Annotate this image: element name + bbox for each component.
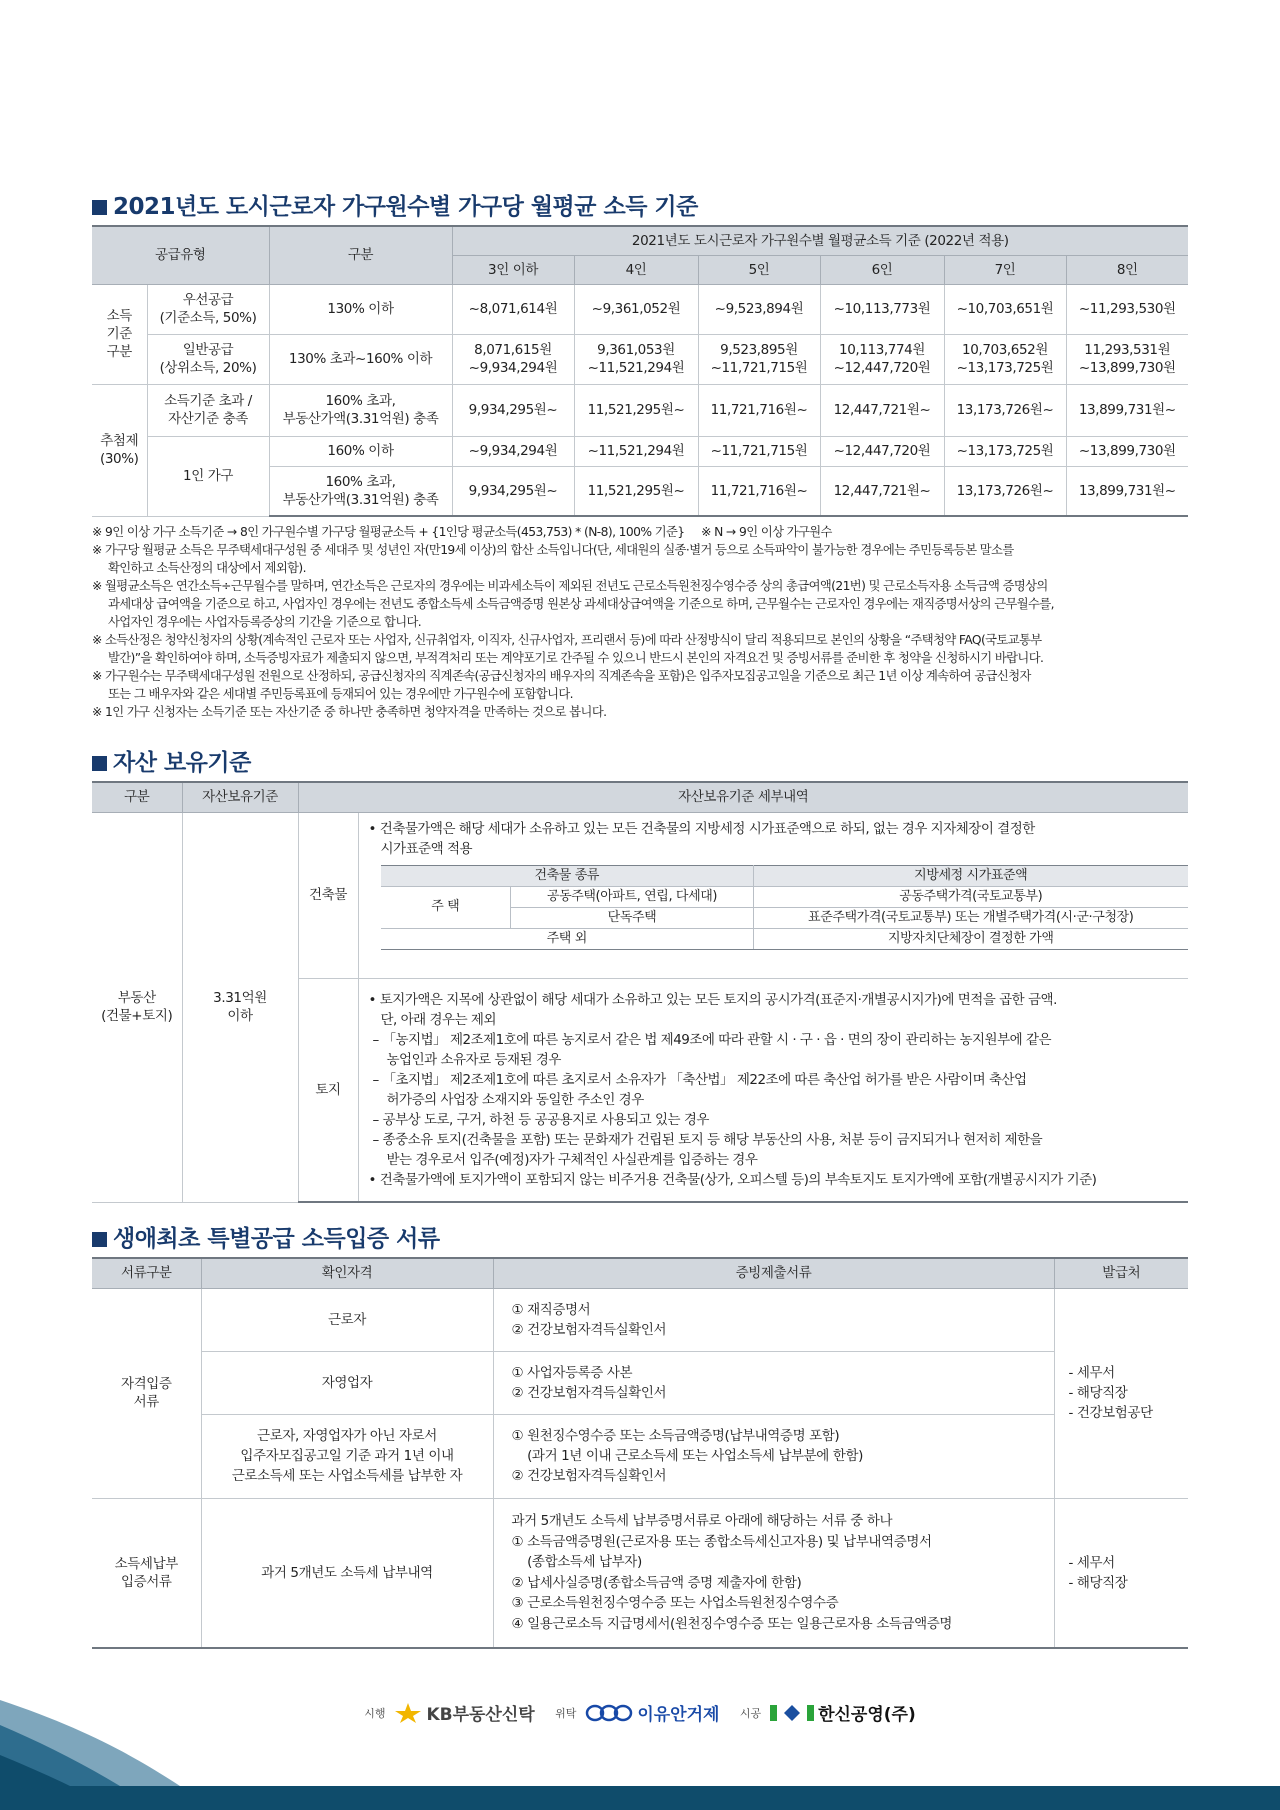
income-table: [92, 225, 1188, 517]
qualification-cell: 근로자: [201, 1288, 493, 1351]
income-cell: ~11,521,294원: [574, 436, 698, 466]
building-description: • 건축물가액은 해당 세대가 소유하고 있는 모든 건축물의 지방세정 시가표준액으로 하되, 없는 경우 지자체장이 결정한 시가표준액 적용: [368, 820, 1035, 857]
hanshin-mark-icon: [770, 1704, 814, 1722]
square-bullet-icon: [92, 200, 107, 215]
header-detail: 자산보유기준 세부내역: [298, 782, 1188, 812]
income-section: [92, 192, 1188, 721]
header-qualification: 확인자격: [201, 1258, 493, 1288]
condition-cell: 160% 이하: [269, 436, 452, 466]
asset-table: [92, 781, 1188, 1203]
inner-header: 지방세정 시가표준액: [754, 865, 1188, 886]
income-cell: ~11,721,715원: [698, 436, 820, 466]
income-cell: 13,899,731원~: [1066, 384, 1188, 436]
land-detail: [358, 978, 1188, 1202]
land-line: • 건축물가액에 토지가액이 포함되지 않는 비주거용 건축물(상가, 오피스텔 등)의 부속토지도 토지가액에 포함(개별공시지가 기준): [368, 1171, 1097, 1188]
building-value: 표준주택가격(국토교통부) 또는 개별주택가격(시·군·구청장): [754, 907, 1188, 928]
header-issuer: 발급처: [1054, 1258, 1188, 1288]
income-cell: ~13,173,725원: [944, 436, 1066, 466]
building-value: 지방자치단체장이 결정한 가액: [754, 928, 1188, 949]
qualification-cell: 자영업자: [201, 1351, 493, 1414]
square-bullet-icon: [92, 756, 107, 771]
income-cell: ~11,293,530원: [1066, 284, 1188, 334]
land-line: – 「초지법」 제2조제1호에 따른 초지로서 소유자가 「축산법」 제22조에 따른 축산업 허가를 받은 사람이며 축산업 허가증의 사업장 소재지와 동일한 주소인 경우: [372, 1071, 1027, 1108]
income-cell: 9,523,895원 ~11,721,715원: [698, 334, 820, 384]
docs-group-label: 자격입증 서류: [92, 1288, 201, 1498]
note: ※ 가구당 월평균 소득은 무주택세대구성원 중 세대주 및 성년인 자(만19세 이상)의 합산 소득입니다(단, 세대원의 실종·별거 등으로 소득파악이 불가능한 경우에는 주민등록등본 말소를 확인하고 소득산정의 대상에서 제외함).: [92, 543, 1014, 575]
building-kind: 공동주택(아파트, 연립, 다세대): [511, 886, 754, 907]
income-notes: [92, 523, 1188, 721]
building-detail: [358, 812, 1188, 978]
income-cell: 13,173,726원~: [944, 466, 1066, 516]
income-cell: ~10,113,773원: [820, 284, 944, 334]
income-cell: 10,113,774원 ~12,447,720원: [820, 334, 944, 384]
income-cell: 11,521,295원~: [574, 384, 698, 436]
income-cell: 11,721,716원~: [698, 466, 820, 516]
building-value-table: [381, 865, 1188, 950]
note: ※ 월평균소득은 연간소득÷근무월수를 말하며, 연간소득은 근로자의 경우에는 비과세소득이 제외된 전년도 근로소득원천징수영수증 상의 총급여액(21번) 및 근로소득자용 소득금액 증명상의 과세대상 급여액을 기준으로 하고, 사업자인 경우에는 전년도 종합소득세 소득금액증명 원본상 과세대상급여액을 기준으로 하며, 근무월수는 근로자인 경우에는 재직증명서상의 근무월수를, 사업자인 경우에는 사업자등록증상의 기간을 기준으로 합니다.: [92, 579, 1054, 629]
footer-bar: [0, 1786, 1280, 1810]
header-size: 8인: [1066, 255, 1188, 284]
condition-cell: 160% 초과, 부동산가액(3.31억원) 충족: [269, 384, 452, 436]
condition-cell: 160% 초과, 부동산가액(3.31억원) 충족: [269, 466, 452, 516]
income-cell: 13,899,731원~: [1066, 466, 1188, 516]
qualification-cell: 근로자, 자영업자가 아닌 자로서 입주자모집공고일 기준 과거 1년 이내 근로소득세 또는 사업소득세를 납부한 자: [201, 1414, 493, 1498]
square-bullet-icon: [92, 1232, 107, 1247]
entrust-logo: 위탁 이유안거제: [555, 1700, 719, 1725]
header-size: 4인: [574, 255, 698, 284]
lottery-group-label: 추첨제 (30%): [92, 384, 147, 516]
note: ※ 1인 가구 신청자는 소득기준 또는 자산기준 중 하나만 충족하면 청약자격을 만족하는 것으로 봅니다.: [92, 705, 607, 719]
supply-type-cell: 일반공급 (상위소득, 20%): [147, 334, 269, 384]
income-group-label: 소득 기준 구분: [92, 284, 147, 384]
income-cell: 8,071,615원 ~9,934,294원: [452, 334, 574, 384]
kb-star-icon: [394, 1702, 422, 1724]
income-cell: 11,521,295원~: [574, 466, 698, 516]
asset-title: 자산 보유기준: [92, 748, 1188, 778]
executor-logo: 시행 KB부동산신탁: [364, 1700, 534, 1725]
documents-cell: 과거 5개년도 소득세 납부증명서류로 아래에 해당하는 서류 중 하나 ① 소득금액증명원(근로자용 또는 종합소득세신고자용) 및 납부내역증명서 (종합소득세 납부자) ② 납세사실증명(종합소득금액 증명 제출자에 한함) ③ 근로소득원천징수영수증 또는 사업소득원천징수영수증 ④ 일용근로소득 지급명세서(원천징수영수증 또는 일용근로자용 소득금액증명: [493, 1498, 1054, 1648]
condition-cell: 130% 이하: [269, 284, 452, 334]
asset-limit: 3.31억원 이하: [182, 812, 298, 1202]
qualification-cell: 과거 5개년도 소득세 납부내역: [201, 1498, 493, 1648]
income-cell: 11,721,716원~: [698, 384, 820, 436]
land-label: 토지: [298, 978, 358, 1202]
building-kind: 주택 외: [381, 928, 754, 949]
building-value: 공동주택가격(국토교통부): [754, 886, 1188, 907]
land-line: – 「농지법」 제2조제1호에 따른 농지로서 같은 법 제49조에 따라 관할 시 · 구 · 읍 · 면의 장이 관리하는 농지원부에 같은 농업인과 소유자로 등재된 경우: [372, 1031, 1052, 1068]
income-cell: ~9,361,052원: [574, 284, 698, 334]
header-standard: 자산보유기준: [182, 782, 298, 812]
income-cell: ~8,071,614원: [452, 284, 574, 334]
documents-cell: ① 사업자등록증 사본 ② 건강보험자격득실확인서: [493, 1351, 1054, 1414]
documents-cell: ① 재직증명서 ② 건강보험자격득실확인서: [493, 1288, 1054, 1351]
header-size: 5인: [698, 255, 820, 284]
income-cell: ~13,899,730원: [1066, 436, 1188, 466]
income-cell: 13,173,726원~: [944, 384, 1066, 436]
docs-group-label: 소득세납부 입증서류: [92, 1498, 201, 1648]
income-cell: ~9,523,894원: [698, 284, 820, 334]
building-label: 건축물: [298, 812, 358, 978]
issuer-cell: - 세무서 - 해당직장 - 건강보험공단: [1054, 1288, 1188, 1498]
income-cell: ~10,703,651원: [944, 284, 1066, 334]
income-cell: ~9,934,294원: [452, 436, 574, 466]
inner-header: 건축물 종류: [381, 865, 754, 886]
supply-type-cell: 소득기준 초과 / 자산기준 충족: [147, 384, 269, 436]
header-size: 6인: [820, 255, 944, 284]
building-kind: 단독주택: [511, 907, 754, 928]
header-size: 3인 이하: [452, 255, 574, 284]
header-documents: 증빙제출서류: [493, 1258, 1054, 1288]
land-line: – 공부상 도로, 구거, 하천 등 공공용지로 사용되고 있는 경우: [372, 1111, 709, 1128]
income-cell: 9,361,053원 ~11,521,294원: [574, 334, 698, 384]
header-supply-type: 공급유형: [92, 226, 269, 284]
income-cell: 11,293,531원 ~13,899,730원: [1066, 334, 1188, 384]
header-category: 구분: [92, 782, 182, 812]
income-title: 2021년도 도시근로자 가구원수별 가구당 월평균 소득 기준: [92, 192, 1188, 222]
house-label: 주 택: [381, 886, 511, 928]
condition-cell: 130% 초과~160% 이하: [269, 334, 452, 384]
header-category: 구분: [269, 226, 452, 284]
note: ※ 9인 이상 가구 소득기준 → 8인 가구원수별 가구당 월평균소득 + {1인당 평균소득(453,753) * (N-8), 100% 기준} ※ N → 9인 이상 가구원수: [92, 525, 832, 539]
land-line: • 토지가액은 지목에 상관없이 해당 세대가 소유하고 있는 모든 토지의 공시가격(표준지·개별공시지가)에 면적을 곱한 금액. 단, 아래 경우는 제외: [368, 991, 1057, 1028]
builder-logo: 시공 한신공영(주): [739, 1705, 916, 1725]
header-standard: 2021년도 도시근로자 가구원수별 월평균소득 기준 (2022년 적용): [452, 226, 1188, 255]
documents-cell: ① 원천징수영수증 또는 소득금액증명(납부내역증명 포함) (과거 1년 이내 근로소득세 또는 사업소득세 납부분에 한함) ② 건강보험자격득실확인서: [493, 1414, 1054, 1498]
docs-section: [92, 1224, 1188, 1649]
header-doc-type: 서류구분: [92, 1258, 201, 1288]
egn-logo-icon: [585, 1703, 633, 1723]
note: ※ 가구원수는 무주택세대구성원 전원으로 산정하되, 공급신청자의 직계존속(공급신청자의 배우자의 직계존속을 포함)은 입주자모집공고일을 기준으로 최근 1년 이상 계속하여 공급신청자 또는 그 배우자와 같은 세대별 주민등록표에 등재되어 있는 경우에만 가구원수에 포함합니다.: [92, 669, 1031, 701]
income-cell: 12,447,721원~: [820, 384, 944, 436]
income-cell: 10,703,652원 ~13,173,725원: [944, 334, 1066, 384]
supply-type-cell: 우선공급 (기준소득, 50%): [147, 284, 269, 334]
header-size: 7인: [944, 255, 1066, 284]
asset-section: [92, 748, 1188, 1203]
supply-type-cell: 1인 가구: [147, 436, 269, 516]
docs-title: 생애최초 특별공급 소득입증 서류: [92, 1224, 1188, 1254]
asset-category: 부동산 (건물+토지): [92, 812, 182, 1202]
issuer-cell: - 세무서 - 해당직장: [1054, 1498, 1188, 1648]
docs-table: [92, 1257, 1188, 1649]
land-line: – 종중소유 토지(건축물을 포함) 또는 문화재가 건립된 토지 등 해당 부동산의 사용, 처분 등이 금지되거나 현저히 제한을 받는 경우로서 입주(예정)자가 구체적인 사실관계를 입증하는 경우: [372, 1131, 1043, 1168]
income-cell: ~12,447,720원: [820, 436, 944, 466]
income-cell: 12,447,721원~: [820, 466, 944, 516]
income-cell: 9,934,295원~: [452, 384, 574, 436]
income-cell: 9,934,295원~: [452, 466, 574, 516]
footer-logos: [0, 1700, 1280, 1740]
note: ※ 소득산정은 청약신청자의 상황(계속적인 근로자 또는 사업자, 신규취업자, 이직자, 신규사업자, 프리랜서 등)에 따라 산정방식이 달리 적용되므로 본인의 상황을 “주택청약 FAQ(국토교통부 발간)”을 확인하여야 하며, 소득증빙자료가 제출되지 않으면, 부적격처리 또는 계약포기로 간주될 수 있으니 반드시 본인의 자격요건 및 증빙서류를 준비한 후 청약을 신청하시기 바랍니다.: [92, 633, 1044, 665]
